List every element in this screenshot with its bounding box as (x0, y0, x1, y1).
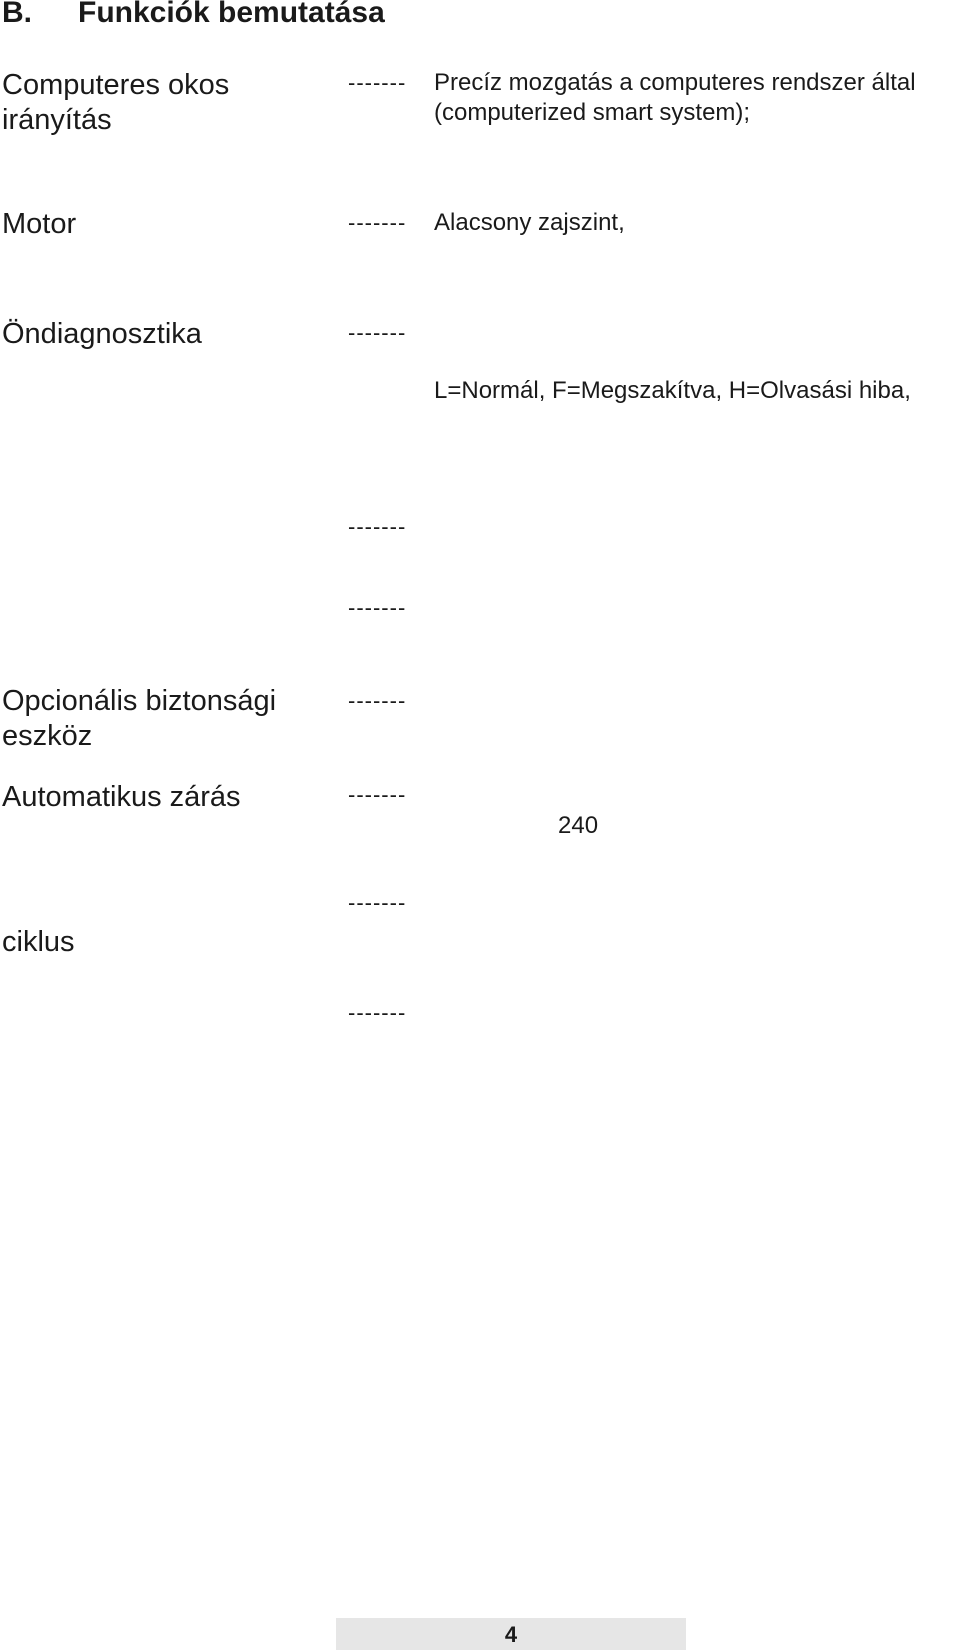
label-optional-safety-line2: eszköz (2, 720, 93, 752)
dash-separator: ------- (348, 320, 407, 345)
auto-close-value: 240 (558, 812, 599, 839)
dash-separator: ------- (348, 210, 407, 235)
page-number: 4 (504, 1622, 518, 1647)
desc-motor: Alacsony zajszint, (434, 209, 625, 236)
label-optional-safety (2, 684, 276, 754)
dash-separator: ------- (348, 688, 407, 713)
dash-separator: ------- (348, 595, 407, 620)
label-computer-control-line2: irányítás (2, 104, 112, 136)
dash-separator: ------- (348, 514, 407, 539)
label-optional-safety-line1: Opcionális biztonsági (2, 685, 277, 717)
label-self-diagnostics: Öndiagnosztika (2, 318, 202, 350)
label-computer-control-line1: Computeres okos (2, 69, 230, 101)
dash-separator: ------- (348, 782, 407, 807)
dash-separator: ------- (348, 70, 407, 95)
section-letter: B. (2, 0, 32, 29)
dash-separator: ------- (348, 890, 407, 915)
label-computer-control (2, 68, 229, 138)
label-cycle: ciklus (2, 926, 75, 958)
desc-computer-control-line2: (computerized smart system); (434, 99, 751, 126)
dash-separator: ------- (348, 1000, 407, 1025)
label-motor: Motor (2, 208, 77, 240)
desc-computer-control (434, 68, 916, 128)
desc-computer-control-line1: Precíz mozgatás a computeres rendszer által (434, 69, 916, 96)
section-title: Funkciók bemutatása (78, 0, 385, 29)
diagnostic-codes: L=Normál, F=Megszakítva, H=Olvasási hiba, (434, 377, 911, 404)
label-auto-close: Automatikus zárás (2, 781, 241, 813)
